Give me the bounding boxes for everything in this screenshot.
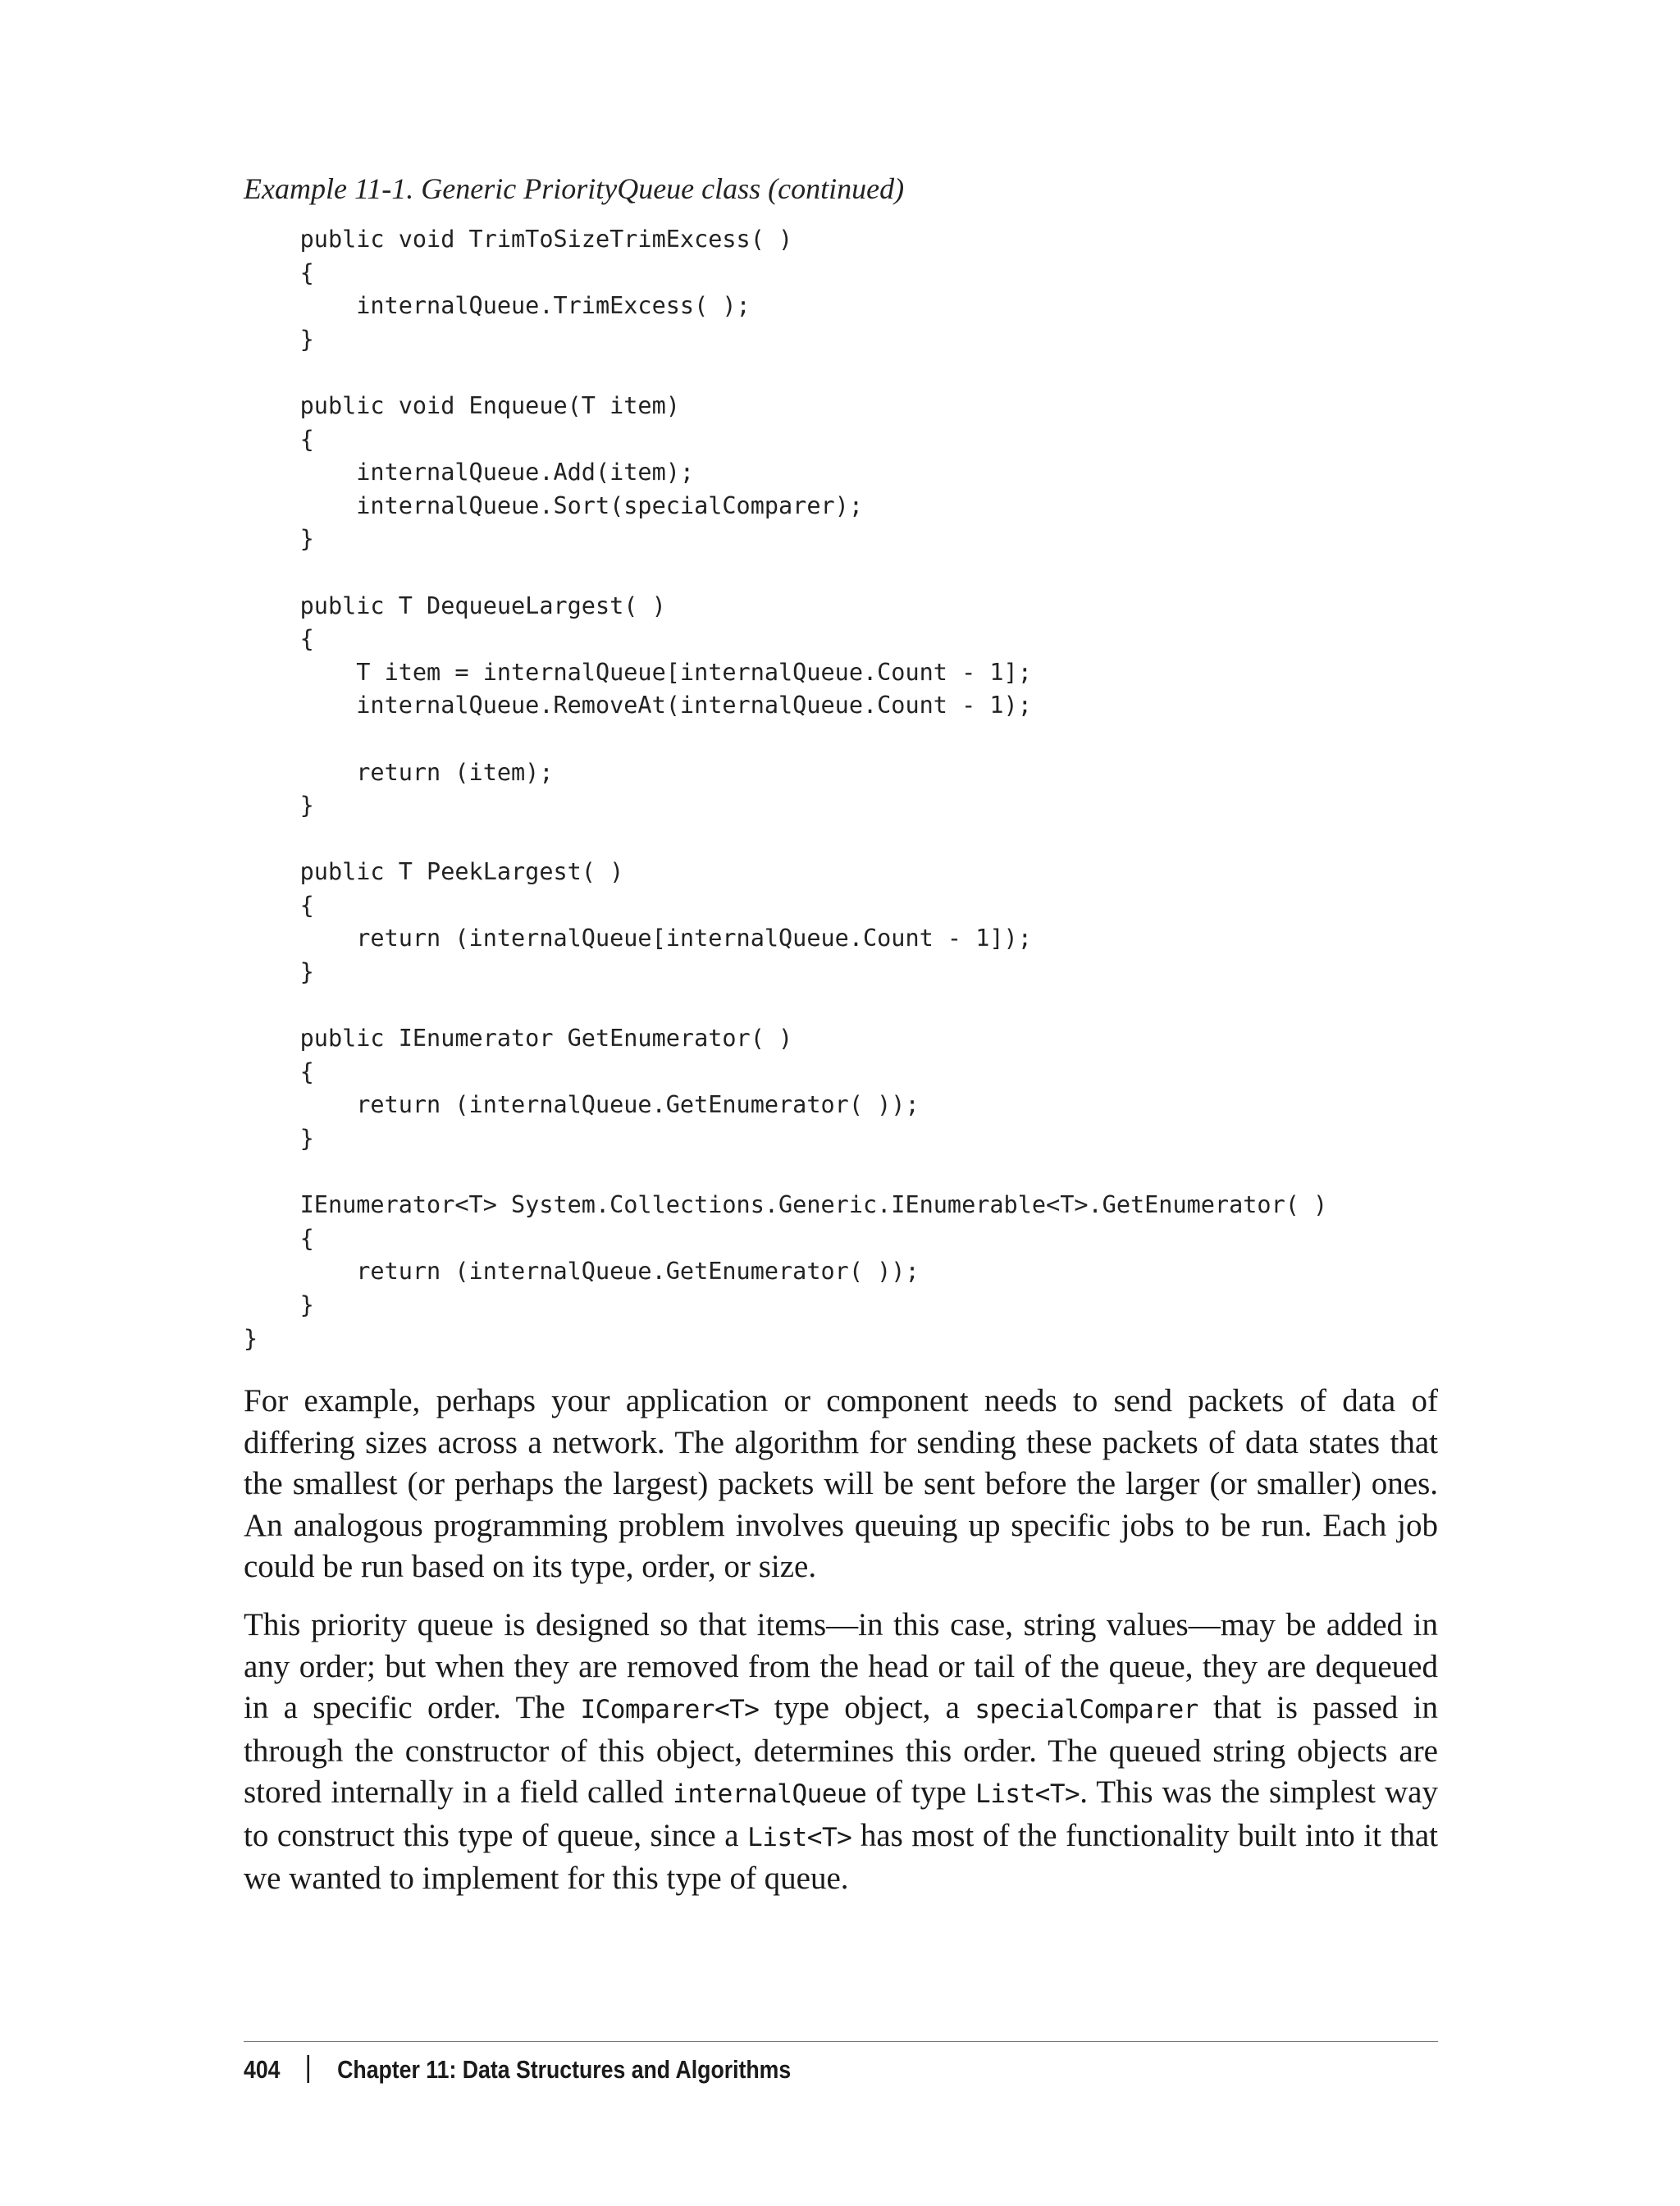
code-line: { [244, 625, 314, 653]
code-line: } [244, 792, 314, 820]
code-line: { [244, 425, 314, 453]
code-line: public IEnumerator GetEnumerator( ) [244, 1025, 793, 1053]
code-line: internalQueue.RemoveAt(internalQueue.Count - 1); [244, 692, 1032, 719]
page-footer [244, 2050, 791, 2090]
code-line: } [244, 1324, 258, 1352]
paragraph-text: has most of the functionality built into it that we wanted to implement for this type of queue. [244, 1817, 1438, 1896]
inline-code-specialcomparer: specialComparer [975, 1695, 1198, 1724]
code-line: } [244, 325, 314, 353]
code-line: } [244, 1291, 314, 1318]
code-line: { [244, 1057, 314, 1085]
code-listing [244, 223, 1327, 1355]
code-line: internalQueue.Add(item); [244, 459, 695, 486]
code-line: return (internalQueue.GetEnumerator( )); [244, 1258, 920, 1286]
inline-code-list: List<T> [747, 1822, 852, 1852]
code-line: return (item); [244, 758, 554, 786]
code-line: public T DequeueLargest( ) [244, 591, 666, 619]
chapter-title: Chapter 11: Data Structures and Algorithms [337, 2055, 792, 2084]
code-line: IEnumerator<T> System.Collections.Generic.IEnumerable<T>.GetEnumerator( ) [244, 1191, 1328, 1219]
paragraph-text: of type [866, 1774, 976, 1810]
code-line: public void TrimToSizeTrimExcess( ) [244, 226, 793, 253]
code-line: } [244, 1125, 314, 1153]
paragraph-text: that is passed in through the constructor of this object, determines this order. The queued string objects are stored internally in a field called [244, 1690, 1438, 1810]
code-line: public void Enqueue(T item) [244, 391, 680, 419]
body-paragraph-1: For example, perhaps your application or component needs to send packets of data of differing sizes across a network. The algorithm for sending these packets of data states that the smallest (or perhaps the largest) packets will be sent before the larger (or smaller) ones. An analogous programming problem involves queuing up specific jobs to be run. Each job could be run based on its type, order, or size. [244, 1383, 1438, 1584]
code-line: { [244, 258, 314, 286]
paragraph-text: type object, a [759, 1690, 975, 1725]
inline-code-icomparer: IComparer<T> [580, 1695, 760, 1724]
footer-divider [244, 2041, 1438, 2042]
code-line [244, 989, 1327, 1023]
page-number: 404 [244, 2055, 281, 2084]
code-line: internalQueue.TrimExcess( ); [244, 292, 751, 320]
code-line: T item = internalQueue[internalQueue.Count - 1]; [244, 658, 1032, 686]
example-caption: Example 11-1. Generic PriorityQueue class (continued) [244, 172, 905, 205]
footer-separator [307, 2055, 309, 2083]
code-line [244, 723, 1327, 756]
code-line: { [244, 1224, 314, 1252]
body-paragraph-2 [244, 1605, 1438, 1900]
code-line: return (internalQueue.GetEnumerator( )); [244, 1091, 920, 1119]
code-line: } [244, 525, 314, 553]
code-line [244, 556, 1327, 590]
code-line [244, 356, 1327, 390]
code-line: internalQueue.Sort(specialComparer); [244, 491, 863, 519]
code-line: { [244, 891, 314, 919]
code-line [244, 823, 1327, 856]
code-line: } [244, 958, 314, 986]
inline-code-internalqueue: internalQueue [673, 1779, 867, 1809]
code-line: public T PeekLargest( ) [244, 858, 624, 886]
paragraph-text: This priority queue is designed so that items—in this case, string values—may be added in any order; but when they are removed from the head or tail of the queue, they are dequeued in a specific order. The [244, 1607, 1438, 1725]
code-line [244, 1156, 1327, 1190]
inline-code-list: List<T> [975, 1779, 1080, 1809]
paragraph-text: . This was the simplest way to construct this type of queue, since a [244, 1774, 1438, 1853]
code-line: return (internalQueue[internalQueue.Count - 1]); [244, 925, 1032, 952]
